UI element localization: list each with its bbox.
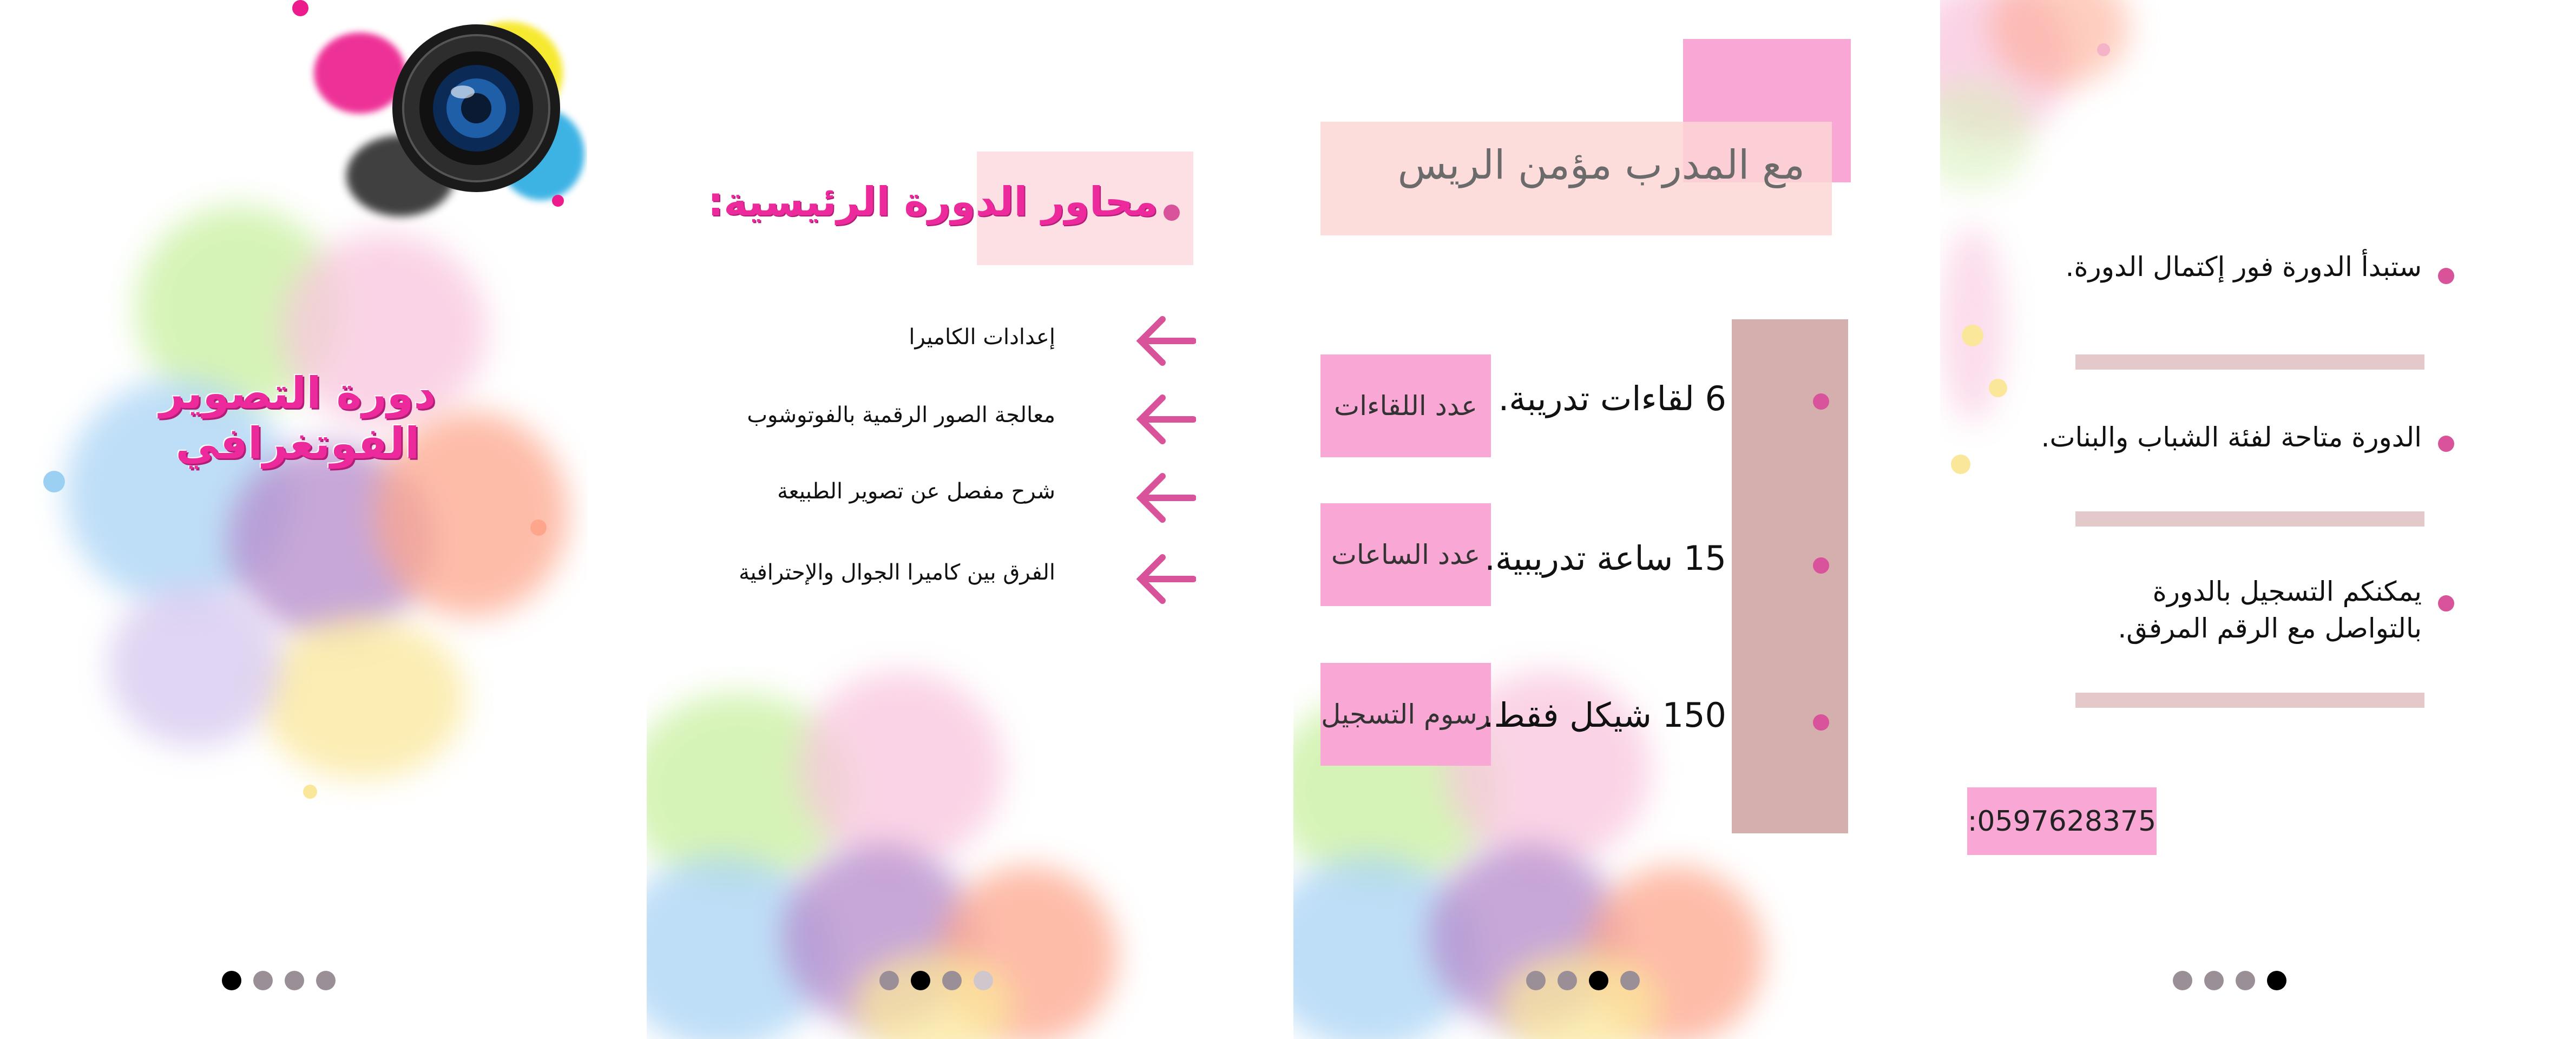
pager-dot-4[interactable] (316, 971, 336, 990)
list-item: الفرق بين كاميرا الجوال والإحترافية (739, 560, 1055, 585)
bullet-dot-icon (2438, 595, 2454, 611)
bullet-dot-icon (2438, 268, 2454, 284)
arrow-left-icon (1136, 471, 1196, 525)
pager-dot-4[interactable] (1620, 971, 1640, 990)
pager-dot-1[interactable] (222, 971, 241, 990)
pager-dot-2[interactable] (2204, 971, 2224, 990)
stat-label: عدد اللقاءات (1320, 354, 1491, 457)
pager-dot-3[interactable] (2236, 971, 2255, 990)
pager[interactable] (1526, 971, 1640, 990)
stat-value: 15 ساعة تدريبية. (1484, 538, 1726, 578)
pager-dot-1[interactable] (2173, 971, 2192, 990)
divider (2075, 511, 2424, 527)
pager[interactable] (2173, 971, 2286, 990)
phone-number[interactable]: :0597628375 (1967, 787, 2157, 855)
stat-label: عدد الساعات (1320, 503, 1491, 606)
slide-4 (1940, 0, 2576, 1039)
camera-lens-graphic (292, 0, 587, 227)
pager-dot-4[interactable] (974, 971, 993, 990)
camera-lens-icon (390, 22, 563, 195)
course-title: دورة التصوير الفوتغرافي (159, 368, 436, 469)
arrow-left-icon (1136, 314, 1196, 368)
pager[interactable] (879, 971, 993, 990)
pager-dot-3[interactable] (285, 971, 304, 990)
pager-dot-1[interactable] (879, 971, 899, 990)
stat-label: رسوم التسجيل (1320, 663, 1491, 766)
slide-1 (0, 0, 587, 1039)
pager-dot-2[interactable] (911, 971, 930, 990)
info-note: يمكنكم التسجيل بالدورة بالتواصل مع الرقم المرفق. (2118, 576, 2422, 644)
stats-bar (1732, 319, 1848, 833)
bullet-dot-icon (1813, 714, 1829, 731)
bullet-dot-icon (1813, 393, 1829, 410)
pager-dot-3[interactable] (1589, 971, 1608, 990)
arrow-left-icon (1136, 392, 1196, 446)
pager[interactable] (222, 971, 336, 990)
list-item: إعدادات الكاميرا (909, 325, 1055, 350)
slide-2 (647, 0, 1234, 1039)
section-heading: محاور الدورة الرئيسية: (707, 179, 1158, 225)
info-note: ستبدأ الدورة فور إكتمال الدورة. (2065, 251, 2422, 282)
list-item: معالجة الصور الرقمية بالفوتوشوب (747, 403, 1055, 428)
bullet-dot-icon (2438, 436, 2454, 452)
bullet-dot-icon (1164, 205, 1180, 221)
trainer-name: مع المدرب مؤمن الريس (1397, 142, 1805, 188)
divider (2075, 354, 2424, 370)
stat-value: 150 شيكل فقط. (1483, 695, 1726, 735)
list-item: شرح مفصل عن تصوير الطبيعة (777, 479, 1055, 504)
pager-dot-1[interactable] (1526, 971, 1546, 990)
pager-dot-2[interactable] (1558, 971, 1577, 990)
slide-3 (1293, 0, 1881, 1039)
divider (2075, 693, 2424, 708)
info-note: الدورة متاحة لفئة الشباب والبنات. (2041, 422, 2422, 453)
pager-dot-3[interactable] (942, 971, 962, 990)
pager-dot-2[interactable] (253, 971, 273, 990)
pager-dot-4[interactable] (2267, 971, 2286, 990)
arrow-left-icon (1136, 552, 1196, 606)
bullet-dot-icon (1813, 557, 1829, 574)
stat-value: 6 لقاءات تدريبة. (1498, 379, 1726, 418)
